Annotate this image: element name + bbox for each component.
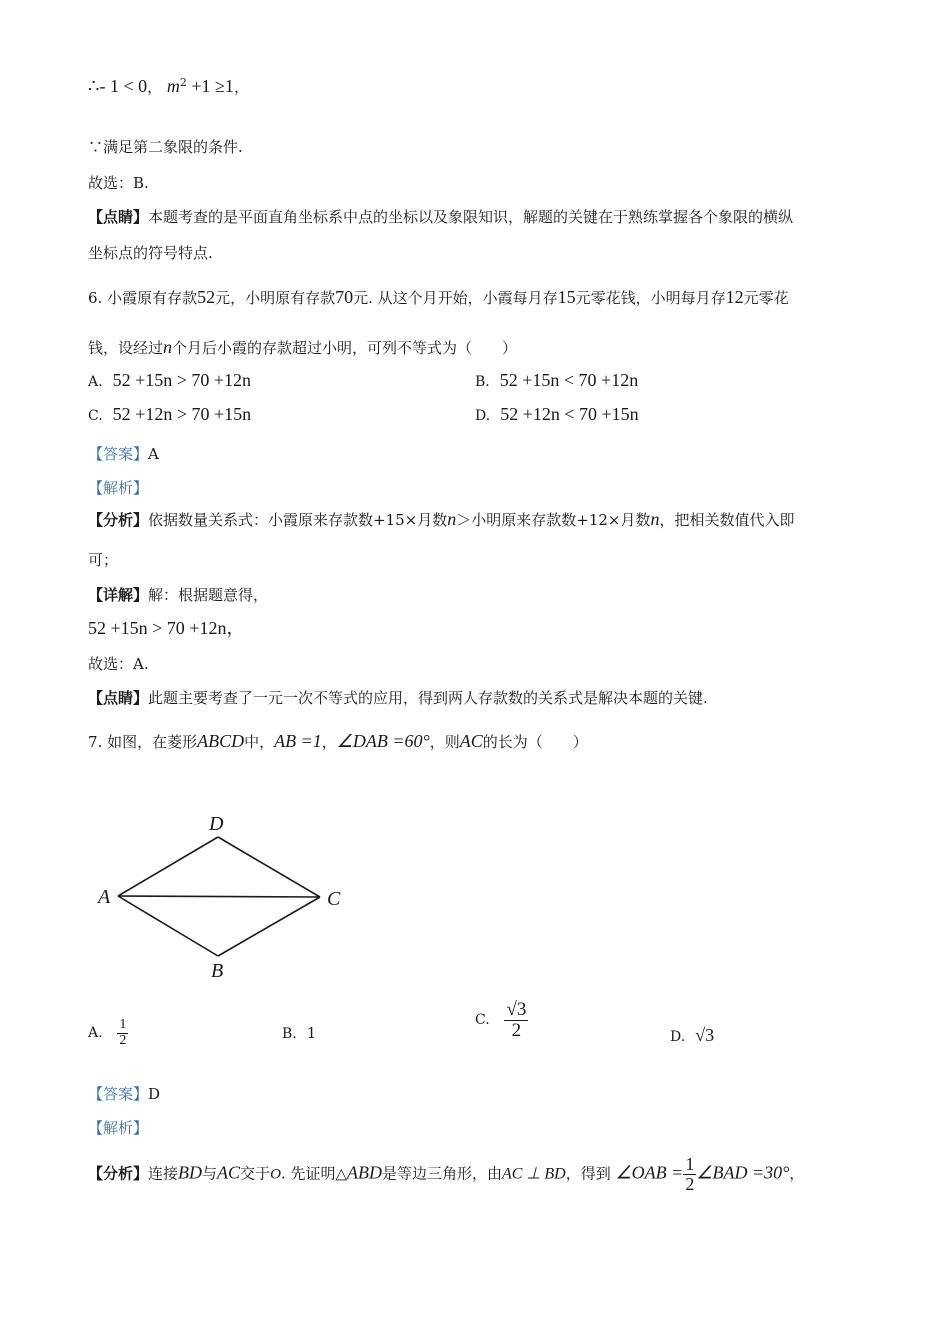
q5-line-1: ∴- 1 < 0， $m^2 +1 \ge 1$，: [88, 76, 249, 96]
q6-answer: 【答案】A: [88, 445, 159, 463]
rhombus-figure: [90, 805, 360, 985]
q7-option-a[interactable]: A. $\frac{1}{2}$: [88, 1017, 127, 1048]
q7-answer: 【答案】D: [88, 1085, 161, 1103]
q6-option-a[interactable]: A. 52 +15n > 70 +12n: [88, 370, 252, 390]
q7-fenxi: 【分析】连接BD与AC交于O. 先证明△ABD是等边三角形，由AC ⊥ BD，得到 ∠OAB = $\frac{1}{2}$ ∠BAD =30°，: [88, 1154, 805, 1194]
q7-option-c[interactable]: C. $\frac{√3}{2}$: [475, 999, 527, 1041]
q6-option-b[interactable]: B. 52 +15n < 70 +12n: [475, 370, 639, 390]
diagonal-ac: [118, 896, 320, 897]
side-ba: [118, 896, 218, 956]
q5-dianjing-cont: 坐标点的符号特点.: [88, 244, 213, 262]
q7-jiexi-tag: 【解析】: [88, 1119, 149, 1137]
q6-stem-line-1: 6. 小霞原有存款52元，小明原有存款70元. 从这个月开始，小霞每月存15元零花钱，小明每月存12元零花: [88, 287, 789, 307]
fraction-one-half: $\frac{1}{2}$: [119, 1017, 127, 1048]
q7-stem: 7. 如图，在菱形ABCD中，AB =1，∠DAB =60°，则AC的长为（ ）: [88, 731, 588, 751]
q6-xiangjie-expr: 52 +15n > 70 +12n，: [88, 618, 245, 638]
fraction-sqrt3-over-2: $\frac{√3}{2}$: [506, 999, 527, 1041]
label-c: C: [327, 888, 341, 910]
q6-stem-line-2: 钱，设经过n个月后小霞的存款超过小明，可列不等式为（ ）: [88, 337, 518, 357]
q6-fenxi: 【分析】依据数量关系式：小霞原来存款数+15×月数n＞小明原来存款数+12×月数n，把相关数值代入即: [88, 509, 795, 529]
q6-jiexi-tag: 【解析】: [88, 479, 149, 497]
label-d: D: [209, 813, 224, 835]
q6-fenxi-cont: 可；: [88, 551, 119, 569]
label-b: B: [211, 960, 224, 982]
side-ad: [118, 837, 218, 896]
label-a: A: [98, 886, 111, 908]
q6-xiangjie: 【详解】解：根据题意得，: [88, 586, 269, 604]
side-dc: [218, 837, 320, 897]
q6-option-d[interactable]: D. 52 +12n < 70 +15n: [475, 404, 639, 424]
q5-line-2: ∵满足第二象限的条件.: [88, 138, 243, 156]
q5-dianjing: 【点睛】本题考查的是平面直角坐标系中点的坐标以及象限知识，解题的关键在于熟练掌握各个象限的横纵: [88, 208, 794, 226]
q7-option-d[interactable]: D. √3: [670, 1025, 715, 1045]
q7-option-b[interactable]: B. 1: [282, 1024, 317, 1042]
side-cb: [218, 897, 320, 956]
q6-option-c[interactable]: C. 52 +12n > 70 +15n: [88, 404, 252, 424]
fraction-one-half-inline: $\frac{1}{2}$: [685, 1154, 695, 1194]
q5-line-3: 故选：B.: [88, 174, 149, 192]
q6-dianjing: 【点睛】此题主要考查了一元一次不等式的应用，得到两人存款数的关系式是解决本题的关键.: [88, 689, 708, 707]
q6-choose: 故选：A.: [88, 655, 149, 673]
